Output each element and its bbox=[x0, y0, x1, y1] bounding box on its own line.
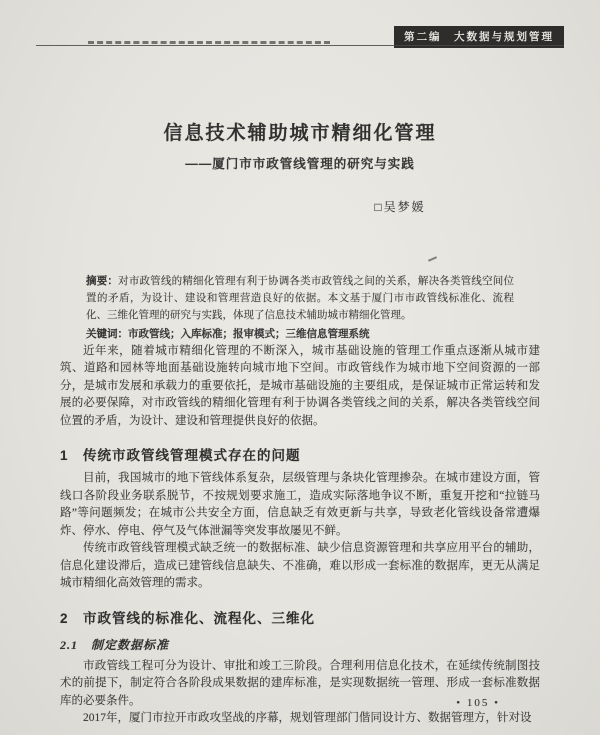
running-header-part-title: 第二编 大数据与规划管理 bbox=[394, 26, 564, 48]
abstract bbox=[60, 273, 540, 324]
section-1-heading: 1 传统市政管线管理模式存在的问题 bbox=[60, 448, 301, 464]
section-2-heading: 2 市政管线的标准化、流程化、三维化 bbox=[60, 610, 316, 626]
intro-paragraph: 近年来，随着城市精细化管理的不断深入，城市基础设施的管理工作重点逐渐从城市建筑、道路和园林等地面基础设施转向城市地下空间。市政管线作为城市地下空间资源的一部分，是城市发展和承载力的重要依托，是城市基础设施的主要组成，是保证城市正常运转和发展的必要保障，对市政管线的精细化管理有利于协调各类管线之间的关系，解决各类管线空间位置的矛盾，为设计、建设和管理提供良好的依据。 bbox=[60, 345, 540, 427]
keywords bbox=[60, 326, 540, 343]
author-name: □吴梦媛 bbox=[374, 200, 426, 214]
section-2-1-paragraph-1: 市政管线工程可分为设计、审批和竣工三阶段。合理利用信息化技术，在延续传统制图技术的前提下，制定符合各阶段成果数据的建库标准，是实现数据统一管理、形成一套标准数据库的必要条件。 bbox=[60, 659, 540, 707]
article-title: 信息技术辅助城市精细化管理 bbox=[163, 123, 437, 144]
keywords-label: 关键词： bbox=[86, 329, 128, 340]
section-2-1-paragraph-2: 2017年，厦门市拉开市政攻坚战的序幕，规划管理部门偕同设计方、数据管理方，针对设 bbox=[83, 712, 532, 725]
page-number: • 105 • bbox=[456, 697, 500, 709]
abstract-text: 对市政管线的精细化管理有利于协调各类市政管线之间的关系，解决各类管线空间位置的矛盾，为设计、建设和管理营造良好的依据。本文基于厦门市市政管线标准化、流程化、三维化管理的研究与实践，体现了信息技术辅助城市精细化管理。 bbox=[86, 276, 515, 321]
section-1-paragraph-1: 目前，我国城市的地下管线体系复杂，层级管理与条块化管理掺杂。在城市建设方面，管线口各阶段业务联系脱节，不按规划要求施工，造成实际落地争议不断，重复开挖和“拉链马路”等问题频发；在城市公共安全方面，信息缺乏有效更新与共享，导致老化管线设备常遭爆炸、停水、停电、停气及气体泄漏等突发事故屡见不鲜。 bbox=[60, 472, 540, 537]
article-subtitle: ——厦门市市政管线管理的研究与实践 bbox=[185, 157, 415, 171]
abstract-label: 摘要： bbox=[86, 276, 119, 287]
section-1-paragraph-2: 传统市政管线管理模式缺乏统一的数据标准、缺少信息资源管理和共享应用平台的辅助，信息化建设滞后，造成已建管线信息缺失、不准确，难以形成一套标准的数据库，更无从满足城市精细化高效管理的需求。 bbox=[60, 542, 540, 590]
section-2-1-heading: 2.1 制定数据标准 bbox=[60, 637, 170, 652]
article-body bbox=[60, 0, 540, 728]
author-line bbox=[60, 198, 540, 215]
keywords-text: 市政管线；入库标准；报审模式；三维信息管理系统 bbox=[128, 329, 370, 340]
